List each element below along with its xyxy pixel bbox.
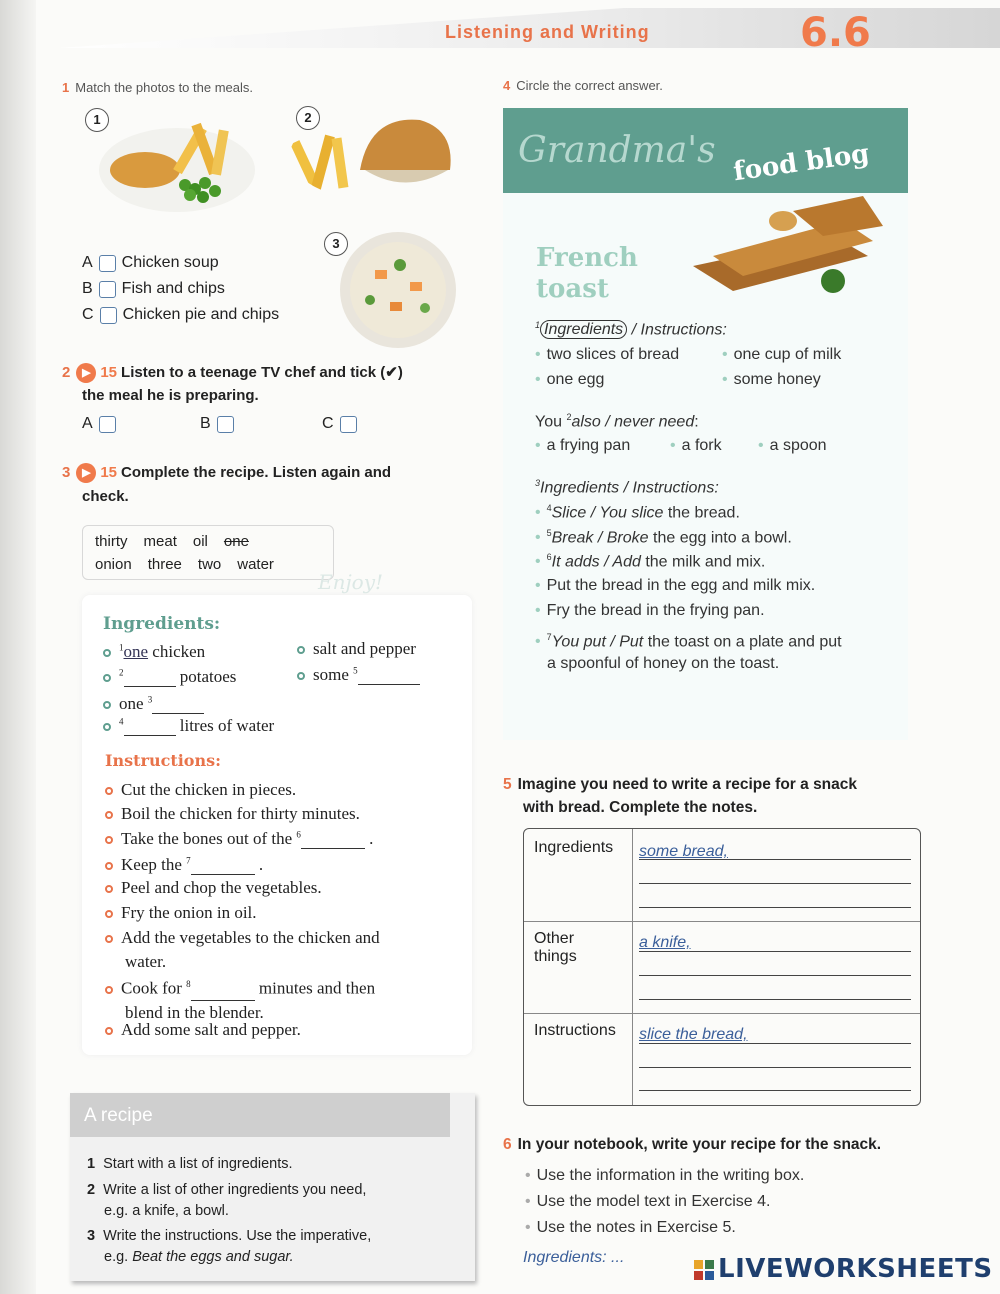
ex1-option-c <box>82 306 279 324</box>
ex2-instruction: 2 ▶ 15 Listen to a teenage TV chef and tick (✔) the meal he is preparing. <box>62 364 403 404</box>
q4-line: • $^4$Slice / You slice the bread. <box>535 503 740 522</box>
option-label: Chicken soup <box>121 254 219 271</box>
ingredient-3: one $^3$ <box>103 694 204 714</box>
choice[interactable]: You put / Put <box>551 633 644 651</box>
option-letter: A <box>82 415 93 432</box>
blank-3[interactable] <box>152 700 204 714</box>
option-letter: A <box>82 254 93 271</box>
tool-item: • a spoon <box>758 437 827 454</box>
blog-step: • Fry the bread in the frying pan. <box>535 602 765 619</box>
ingredient-item: • some honey <box>722 371 821 388</box>
word-row <box>95 530 321 553</box>
circled-answer[interactable]: Ingredients <box>540 320 627 339</box>
blank-5[interactable] <box>358 671 420 685</box>
ex2-option-a <box>82 415 116 433</box>
q5-line: • $^5$Break / Broke the egg into a bowl. <box>535 528 792 547</box>
choice[interactable]: Slice / You slice <box>551 504 664 522</box>
q7-line: • $^7$You put / Put the toast on a plate and put a spoonful of honey on the toast. <box>535 632 842 673</box>
writing-tips-box <box>70 1093 475 1281</box>
blank-7[interactable] <box>191 861 255 875</box>
page-title: Listening and Writing <box>445 22 650 42</box>
option-letter: B <box>200 415 211 432</box>
writing-box-title: A recipe <box>84 1105 153 1126</box>
word: two <box>197 556 222 573</box>
step-8: Cook for $^8$ minutes and then blend in the blender. <box>105 972 375 1025</box>
ex1-checkbox-b[interactable] <box>99 281 116 298</box>
ex2-checkbox-b[interactable] <box>217 416 234 433</box>
step-4: Keep the $^7$ . <box>105 855 263 875</box>
answer-line[interactable] <box>639 1067 911 1068</box>
ex3-instruction: 3 ▶ 15 Complete the recipe. Listen again and check. <box>62 464 392 505</box>
option-letter: B <box>82 280 93 297</box>
ex6-bullet: • Use the notes in Exercise 5. <box>525 1219 736 1236</box>
photo-chicken-soup <box>330 230 465 350</box>
word: three <box>147 556 182 573</box>
unit-number: 6.6 <box>800 10 871 56</box>
option-letter: C <box>322 415 334 432</box>
notes-row-instructions <box>524 1014 920 1105</box>
ex6-instruction: 6 In your notebook, write your recipe for the snack. <box>503 1136 882 1153</box>
word: onion <box>95 556 132 573</box>
q2-line: You $^2$also / never need: <box>535 412 699 431</box>
q3-line[interactable]: $^3$Ingredients / Instructions: <box>535 478 719 497</box>
ex2-checkbox-c[interactable] <box>340 416 357 433</box>
ex1-option-a <box>82 254 219 272</box>
ex6-bullet: • Use the information in the writing box. <box>525 1167 805 1184</box>
ex2-checkbox-a[interactable] <box>99 416 116 433</box>
enjoy-signoff: Enjoy! <box>318 570 384 594</box>
ingredients-heading: Ingredients: <box>103 614 221 634</box>
answer-line[interactable] <box>639 859 911 860</box>
word-box <box>82 525 334 580</box>
row-label: Ingredients <box>534 839 614 856</box>
example-answer: some bread, <box>639 843 728 860</box>
step-1: Cut the chicken in pieces. <box>105 780 296 800</box>
row-label: Instructions <box>534 1022 616 1039</box>
answer-line[interactable] <box>639 1043 911 1044</box>
answer-line[interactable] <box>639 883 911 884</box>
example-answer: slice the bread, <box>639 1026 748 1043</box>
notes-table <box>523 828 921 1106</box>
blank-6[interactable] <box>301 835 365 849</box>
answer-line[interactable] <box>639 951 911 952</box>
option-label: Fish and chips <box>121 280 225 297</box>
ex1-instruction: 1 Match the photos to the meals. <box>62 80 254 95</box>
audio-icon[interactable]: ▶ <box>76 363 96 383</box>
ex1-checkbox-a[interactable] <box>99 255 116 272</box>
tip-2: 2 Write a list of other ingredients you need, e.g. a knife, a bowl. <box>87 1182 367 1219</box>
answer-line[interactable] <box>639 999 911 1000</box>
choice[interactable]: Break / Broke <box>551 529 649 547</box>
tool-item: • a fork <box>670 437 722 454</box>
ex6-bullet: • Use the model text in Exercise 4. <box>525 1193 771 1210</box>
word: meat <box>143 533 177 550</box>
tip-3: 3 Write the instructions. Use the imperative, e.g. Beat the eggs and sugar. <box>87 1228 372 1265</box>
ingredient-1: $^1$one chicken <box>103 642 205 662</box>
blog-title: food blog <box>731 138 872 188</box>
photo-label-3: 3 <box>324 232 348 256</box>
step-3: Take the bones out of the $^6$ . <box>105 829 373 849</box>
answer-line[interactable] <box>639 975 911 976</box>
ex4-instruction: 4 Circle the correct answer. <box>503 78 663 93</box>
ingredient-6: some $^5$ <box>297 665 420 685</box>
blank-2[interactable] <box>124 673 176 687</box>
option-label: Chicken pie and chips <box>122 306 280 323</box>
ingredient-5: salt and pepper <box>297 639 416 659</box>
ingredient-item: • one egg <box>535 371 605 388</box>
word: thirty <box>95 533 128 550</box>
logo-icon <box>693 1259 715 1281</box>
ingredient-item: • two slices of bread <box>535 346 680 363</box>
q1-line: $^1$ Ingredients / Instructions: <box>535 320 727 339</box>
ex6-footer: Ingredients: ... <box>523 1249 625 1266</box>
answer-line[interactable] <box>639 1090 911 1091</box>
tool-item: • a frying pan <box>535 437 631 454</box>
french-toast-photo <box>683 196 883 306</box>
ex1-checkbox-c[interactable] <box>100 307 117 324</box>
ex1-option-b <box>82 280 225 298</box>
choice[interactable]: It adds / Add <box>551 553 641 571</box>
answer-line[interactable] <box>639 907 911 908</box>
choice[interactable]: also / never need <box>571 413 695 431</box>
page-gutter <box>0 0 36 1294</box>
step-6: Fry the onion in oil. <box>105 903 257 923</box>
ingredient-item: • one cup of milk <box>722 346 842 363</box>
ex5-instruction: 5 Imagine you need to write a recipe for a snack with bread. Complete the notes. <box>503 776 858 816</box>
tip-1: 1 Start with a list of ingredients. <box>87 1156 293 1172</box>
word-used: one <box>223 533 249 550</box>
row-label: Other things <box>534 930 577 965</box>
photo-label-2: 2 <box>296 106 320 130</box>
blank-4[interactable] <box>124 722 176 736</box>
option-letter: C <box>82 306 94 323</box>
audio-icon[interactable]: ▶ <box>76 463 96 483</box>
notes-row-ingredients <box>524 829 920 922</box>
step-5: Peel and chop the vegetables. <box>105 878 322 898</box>
ingredient-4: $^4$ litres of water <box>103 716 274 736</box>
example-answer: a knife, <box>639 934 691 951</box>
liveworksheets-logo: LIVEWORKSHEETS <box>693 1254 993 1284</box>
notes-row-other <box>524 922 920 1014</box>
word: water <box>237 556 274 573</box>
blog-title-script: Grandma's <box>518 130 716 171</box>
blog-step: • Put the bread in the egg and milk mix. <box>535 577 816 594</box>
step-7: Add the vegetables to the chicken and water. <box>105 926 380 974</box>
ex2-option-b <box>200 415 234 433</box>
ingredient-2: $^2$ potatoes <box>103 667 236 687</box>
ex2-option-c <box>322 415 357 433</box>
step-2: Boil the chicken for thirty minutes. <box>105 804 360 824</box>
photo-label-1: 1 <box>85 108 109 132</box>
step-9: Add some salt and pepper. <box>105 1020 301 1040</box>
blank-8[interactable] <box>191 987 255 1001</box>
word: oil <box>192 533 208 550</box>
dish-title: French toast <box>536 243 638 304</box>
photo-fish-and-chips <box>95 115 260 215</box>
instructions-heading: Instructions: <box>105 751 222 770</box>
q6-line: • $^6$It adds / Add the milk and mix. <box>535 552 766 571</box>
word-row <box>95 553 321 576</box>
